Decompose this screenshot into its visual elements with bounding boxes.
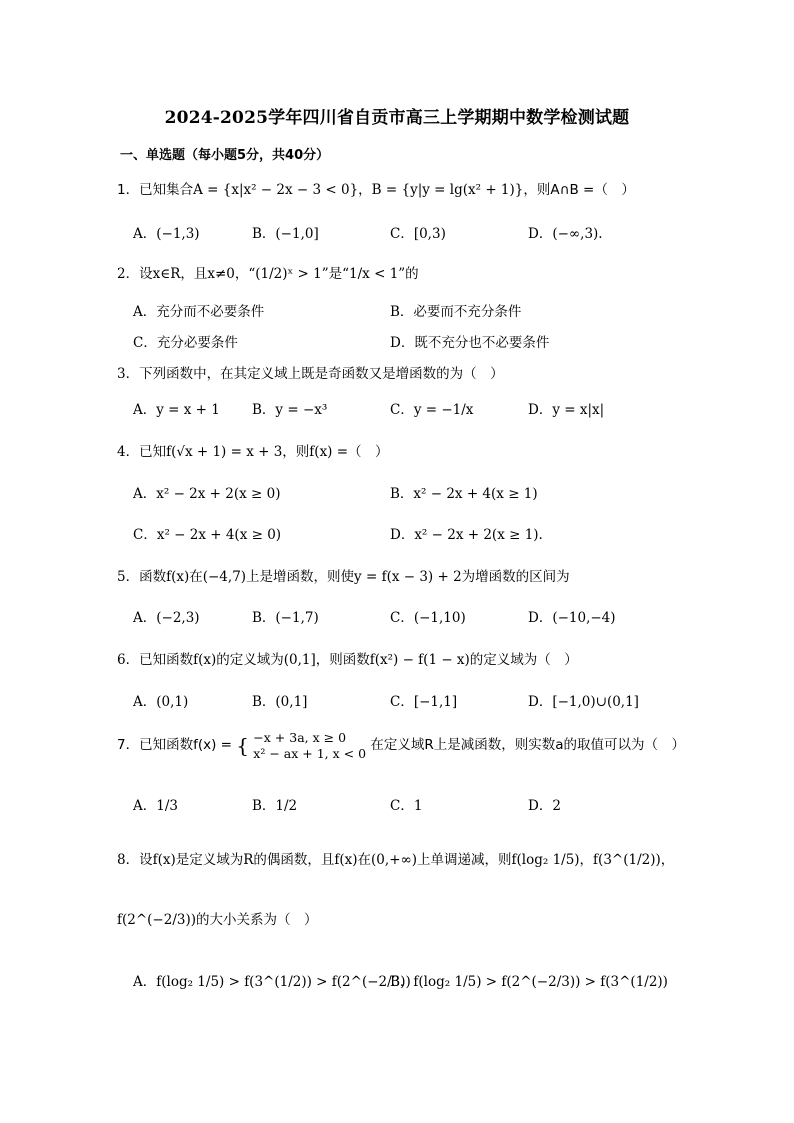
section-heading: 一、单选题（每小题5分，共40分） [120,148,330,163]
question-1-set-a: A = {x|x² − 2x − 3 < 0} [193,182,359,198]
question-4-option-c: C．x² − 2x + 4(x ≥ 0) [133,527,282,543]
question-7-suffix: 在定义域R上是减函数，则实数a的取值可以为（ ） [370,737,685,754]
question-1-option-d: D．(−∞,3). [528,226,603,242]
question-3: 3．下列函数中，在其定义域上既是奇函数又是增函数的为（ ） [117,366,504,382]
question-1-set-b: B = {y|y = lg(x² + 1)} [371,182,524,198]
question-2-option-a: A．充分而不必要条件 [133,304,265,320]
question-8-option-a: A．f(log₂ 1/5) > f(3^(1/2)) > f(2^(−2/3)) [133,974,411,990]
question-3-option-b: B．y = −x³ [252,402,328,418]
question-1-separator: ， [358,182,372,198]
question-5-option-a: A．(−2,3) [133,610,200,626]
question-1-ask: ，则A∩B =（ ） [523,182,635,198]
question-7-prefix: 7．已知函数f(x) = [117,737,232,754]
question-2: 2．设x∈R，且x≠0，“(1/2)ˣ > 1”是“1/x < 1”的 [117,266,419,282]
question-5-option-b: B．(−1,7) [252,610,319,626]
question-7 [117,730,685,761]
question-6-option-c: C．[−1,1] [390,694,458,710]
question-5: 5．函数f(x)在(−4,7)上是增函数，则使y = f(x − 3) + 2为增函数的区间为 [117,569,570,585]
piecewise-case-2: x² − ax + 1, x < 0 [253,745,367,761]
question-8-line-1: 8．设f(x)是定义域为R的偶函数，且f(x)在(0,+∞)上单调递减，则f(log₂ 1/5)，f(3^(1/2))， [117,852,675,868]
question-1-option-b: B．(−1,0] [252,226,319,242]
left-brace-icon: { [236,733,249,758]
question-2-option-d: D．既不充分也不必要条件 [390,335,550,351]
question-2-option-c: C．充分必要条件 [133,335,238,351]
question-1-option-c: C．[0,3) [390,226,446,242]
question-4-option-b: B．x² − 2x + 4(x ≥ 1) [390,486,538,502]
question-1-prefix: 1．已知集合 [117,182,194,198]
piecewise-cases [253,730,366,761]
question-6-option-a: A．(0,1) [133,694,189,710]
question-6: 6．已知函数f(x)的定义域为(0,1]，则函数f(x²) − f(1 − x)的定义域为（ ） [117,652,578,668]
question-1-option-a: A．(−1,3) [133,226,200,242]
question-2-option-b: B．必要而不充分条件 [390,304,522,320]
question-5-option-c: C．(−1,10) [390,610,466,626]
question-5-option-d: D．(−10,−4) [528,610,616,626]
question-8-line-2: f(2^(−2/3))的大小关系为（ ） [117,912,318,928]
question-7-option-c: C．1 [390,798,423,814]
question-6-option-b: B．(0,1] [252,694,308,710]
question-3-option-d: D．y = x|x| [528,402,605,418]
question-7-option-b: B．1/2 [252,798,298,814]
question-6-option-d: D．[−1,0)∪(0,1] [528,694,639,710]
page-title: 2024-2025学年四川省自贡市高三上学期期中数学检测试题 [164,108,630,128]
question-7-option-a: A．1/3 [133,798,178,814]
question-7-option-d: D．2 [528,798,561,814]
question-3-option-c: C．y = −1/x [390,402,474,418]
question-4-option-d: D．x² − 2x + 2(x ≥ 1). [390,527,543,543]
question-4-option-a: A．x² − 2x + 2(x ≥ 0) [133,486,281,502]
question-1 [117,178,635,198]
piecewise-case-1: −x + 3a, x ≥ 0 [253,730,347,745]
question-3-option-a: A．y = x + 1 [133,402,220,418]
question-8-option-b: B．f(log₂ 1/5) > f(2^(−2/3)) > f(3^(1/2)) [390,974,668,990]
question-4: 4．已知f(√x + 1) = x + 3，则f(x) =（ ） [117,444,389,460]
